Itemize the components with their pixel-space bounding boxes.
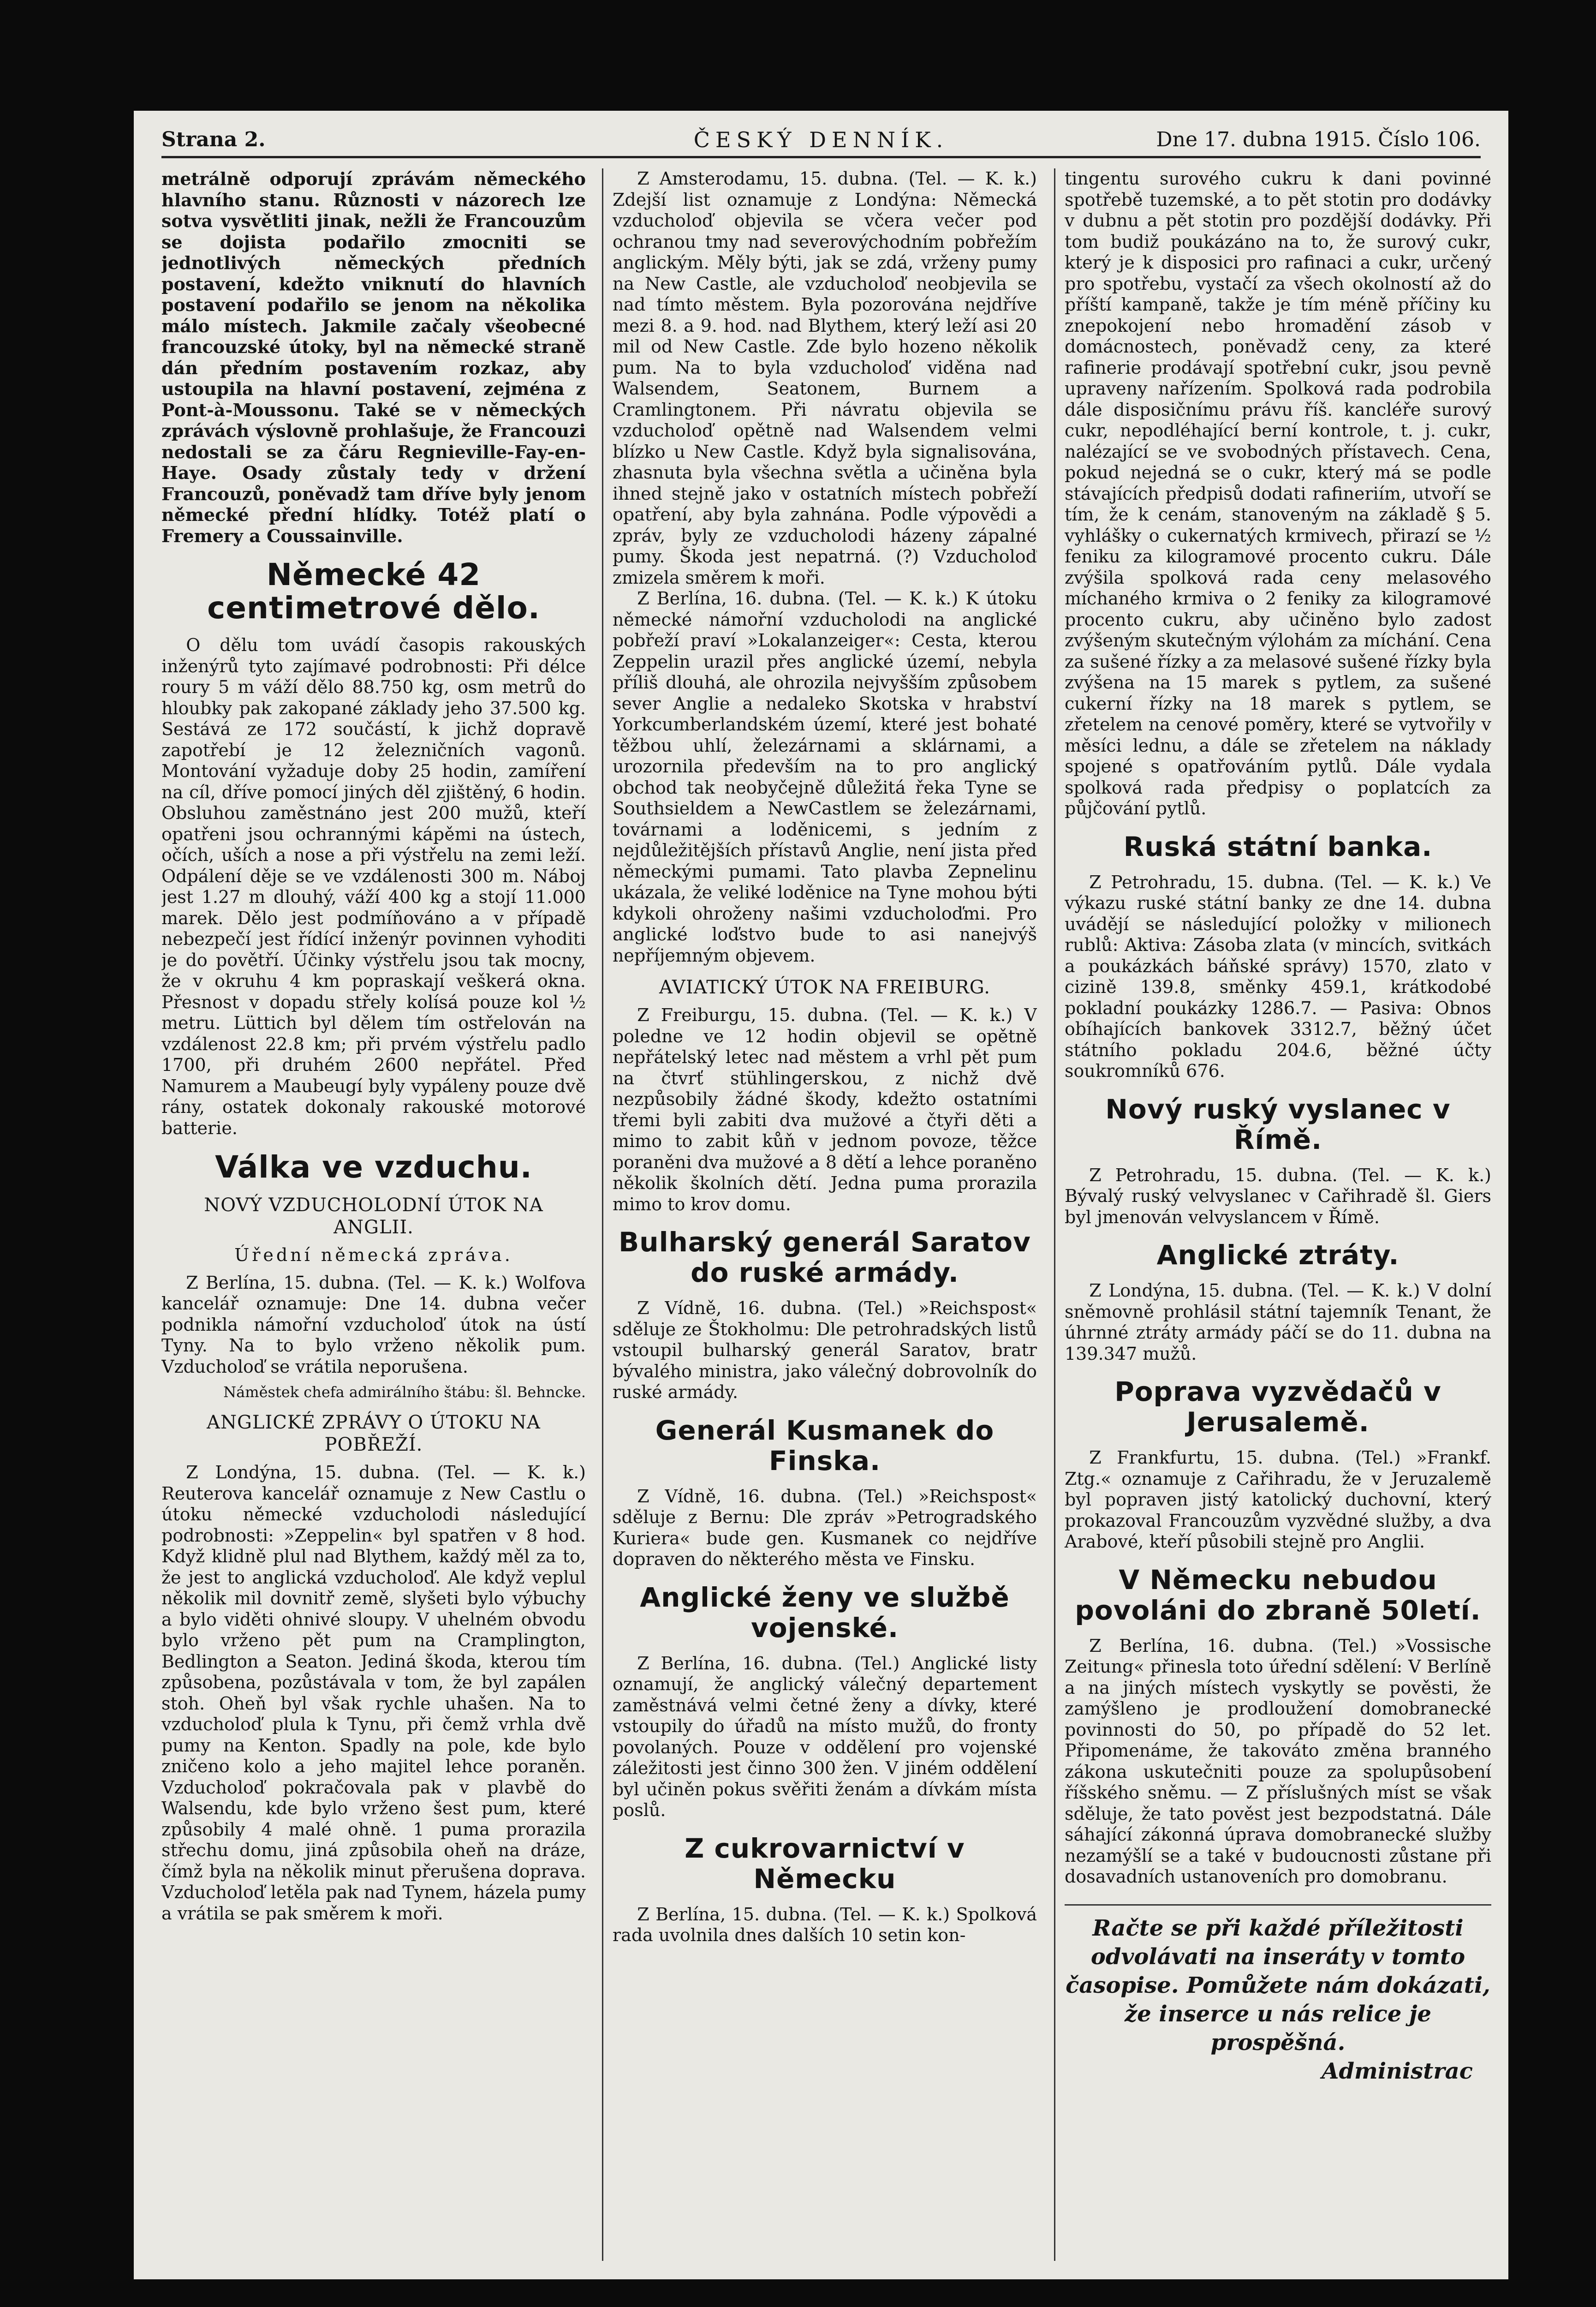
article-vienna-saratov: Z Vídně, 16. dubna. (Tel.) »Reichspost« sděluje ze Štokholmu: Dle petrohradských listů vstoupil bulharský generál Saratov, bratr bývalého ministra, jako válečný dobrovolník do ruské armády.: [613, 1298, 1037, 1402]
subheadline-new-airship-attack: NOVÝ VZDUCHOLODNÍ ÚTOK NA ANGLII.: [204, 1195, 543, 1238]
article-sugar-continuation: tingentu surového cukru k dani povinné spotřebě tuzemské, a to pět stotin pro dodávky v dubnu a pět stotin pro pozdější dodávky. Při tom budiž poukázáno na to, že surový cukr, který je k disposici pro rafinaci a cukr, určený pro spotřebu, vystačí za všech okolností až do příští kampaně, takže je tím méně příčiny ku znepokojení nebo hromadění zásob v domácnostech, poněvadž ceny, za které rafinerie prodávají spotřební cukr, jsou pevně upraveny nařízením. Spolková rada podrobila dále disposičnímu právu říš. kancléře surový cukr, nepodléhající berní kontrole, t. j. cukr, nalézající se ve svobodných přístavech. Cena, pokud nejedná se o cukr, který má se podle stávajících předpisů dodati rafineriím, utvoří se tím, že k cenám, stanoveným na základě § 5. vyhlášky o cukernatých krmivech, přirazí se ½ feniku za kilogramové procento cukru. Dále zvýšila spolková rada ceny melasového míchaného krmiva o 2 feniky za kilogramové procento cukru, aby učiněno bylo zadost zvýšeným skutečným výlohám za míchání. Cena za sušené řízky a za melasové sušené řízky byla zvýšena na 15 marek s pytlem, za sušené cukerní řízky na 18 marek s pytlem, se zřetelem na cenové poměry, které se vytvořily v měsíci lednu, a dále se zřetelem na náklady spojené s opatřováním pytlů. Dále vydala spolková rada předpisy o poplatcích za půjčování pytlů.: [1065, 168, 1491, 819]
headline-kusmanek: Generál Kusmanek do Finska.: [655, 1414, 995, 1476]
article-new-envoy: Z Petrohradu, 15. dubna. (Tel. — K. k.) Bývalý ruský velvyslanec v Cařihradě šl. Giers byl jmenován velvyslancem v Římě.: [1065, 1165, 1491, 1227]
article-russian-bank: Z Petrohradu, 15. dubna. (Tel. — K. k.) Ve výkazu ruské státní banky ze dne 14. dubna uvádějí se následující položky v milionech rublů: Aktiva: Zásoba zlata (v mincích, svitkách a poukázkách báňské správy) 1570, zlato v cizině 139.8, směnky 459.1, krátkodobé pokladní poukázky 1286.7. — Pasiva: Obnos obíhajících bankovek 3312.7, běžný účet státního pokladu 204.6, běžné účty soukromníků 676.: [1065, 872, 1491, 1081]
article-vienna-kusmanek: Z Vídně, 16. dubna. (Tel.) »Reichspost« sděluje z Bernu: Dle zpráv »Petrogradského Kuriera« bude gen. Kusmanek co nejdříve dopraven do některého města ve Finsku.: [613, 1486, 1037, 1569]
article-english-losses: Z Londýna, 15. dubna. (Tel. — K. k.) V dolní sněmovně prohlásil státní tajemník Tenant, že úhrnné ztráty armády páčí se do 11. dubna na 139.347 mužů.: [1065, 1280, 1491, 1364]
headline-bulgarian-general: Bulharský generál Saratov do ruské armády.: [619, 1226, 1031, 1288]
subheadline-english-reports: ANGLICKÉ ZPRÁVY O ÚTOKU NA POBŘEŽÍ.: [207, 1412, 541, 1455]
official-report-label: Úřední německá zpráva.: [234, 1245, 513, 1265]
newspaper-title: ČESKÝ DENNÍK.: [693, 127, 949, 152]
headline-english-women: Anglické ženy ve službě vojenské.: [640, 1581, 1010, 1644]
article-continuation: metrálně odporují zprávám německého hlavního stanu. Různosti v názorech lze sotva vysvětliti jinak, nežli že Francouzům se dojista podařilo zmocniti se jednotlivých německých předních postavení, kdežto vniknutí do hlavních postavení podařilo se jenom na několika málo místech. Jakmile začaly všeobecné francouzské útoky, byl na německé straně dán předním postavením rozkaz, aby ustoupila na hlavní postavení, zejména z Pont-à-Moussonu. Také se v německých zprávách výslovně prohlašuje, že Francouzi nedostali se za čáru Regnieville-Fay-en-Haye. Osady zůstaly tedy v držení Francouzů, poněvadž tam dříve byly jenom německé přední hlídky. Totéž platí o Fremery a Coussainville.: [161, 168, 586, 546]
signature-admiralty: Náměstek chefa admirálního štábu: šl. Behncke.: [223, 1383, 586, 1401]
article-freiburg: Z Freiburgu, 15. dubna. (Tel. — K. k.) V poledne ve 12 hodin objevil se opětně nepřátelský letec nad městem a vrhl pět pum na čtvrť stühlingerskou, z nichž dvě nezpůsobily žádné škody, kdežto ostatními třemi byli zabiti dva mužové a čtyři děti a mimo to zabit kůň v jednom povoze, těžce poraněni dva mužové a 8 dětí a lehce poraněno několik školních dětí. Jedna puma prorazila mimo to krov domu.: [613, 1005, 1037, 1214]
headline-russian-bank: Ruská státní banka.: [1123, 831, 1433, 862]
newspaper-page: [134, 111, 1508, 2279]
article-berlin-lokalanzeiger: Z Berlína, 16. dubna. (Tel. — K. k.) K útoku německé námořní vzducholodi na anglické pobřeží praví »Lokalanzeiger«: Cesta, kterou Zeppelin urazil přes anglické území, nebyla příliš dlouhá, ale ohrozila nejvyšším způsobem sever Anglie a nedaleko Skotska v hrabství Yorkcumberlandském území, které jest bohaté těžbou uhlí, železárnami a sklárnami, a urozornila především na to pro anglický obchod tak neobyčejně důležitá řeka Tyne se Southsieldem a NewCastlem se železárnami, továrnami a loděnicemi, s jedním z nejdůležitějších přístavů Anglie, není jista před německými pumami. Tato plavba Zepnelinu ukázala, že veliké loděnice na Tyne mohou býti kdykoli ohroženy našimi vzducholoďmi. Pro anglické loďstvo bude to asi nanejvýš nepříjemným objevem.: [613, 588, 1037, 966]
article-jerusalem: Z Frankfurtu, 15. dubna. (Tel.) »Frankf. Ztg.« oznamuje z Cařihradu, že v Jeruzalemě byl popraven jistý katolický duchovní, který prokazoval Francouzům vyzvědné služby, a dva Arabové, kteří působili stejně pro Anglii.: [1065, 1447, 1491, 1552]
issue-date: Dne 17. dubna 1915. Číslo 106.: [1156, 128, 1481, 151]
headline-air-war: Válka ve vzduchu.: [215, 1149, 532, 1185]
headline-english-losses: Anglické ztráty.: [1156, 1239, 1399, 1271]
article-sugar-start: Z Berlína, 15. dubna. (Tel. — K. k.) Spolková rada uvolnila dnes dalších 10 setin kon-: [613, 1904, 1037, 1945]
advertisement-notice: [1065, 1904, 1491, 2086]
article-berlin-women: Z Berlína, 16. dubna. (Tel.) Anglické listy oznamují, že anglický válečný departement zaměstnává velmi četné ženy a dívky, které vstoupily do úřadů na místo mužů, do fronty povolaných. Pouze v oddělení pro vojenské záležitosti jest činno 300 žen. V jiném oddělení byl učiněn pokus svěřiti ženám a dívkám místa poslů.: [613, 1653, 1037, 1820]
headline-jerusalem: Poprava vyzvědačů v Jerusalemě.: [1114, 1376, 1441, 1438]
article-london-reuter: Z Londýna, 15. dubna. (Tel. — K. k.) Reuterova kancelář oznamuje z New Castlu o útoku německé vzducholodi následující podrobnosti: »Zeppelin« byl spatřen v 8 hod. Když klidně plul nad Blythem, každý měl za to, že jest to anglická vzducholoď. Ale když veplul několik mil dovnitř země, slyšeti bylo výbuchy a bylo viděti ohnivé sloupy. V uhelném obvodu bylo vrženo pět pum na Cramplington, Bedlington a Seaton. Jediná škoda, kterou tím způsobena, pozůstávala v tom, že byl zapálen stoh. Oheň byl však rychle uhašen. Na to vzducholoď plula k Tynu, při čemž vrhla dvě pumy na Kenton. Spadly na pole, kde bylo zničeno kolo a jeho majitel lehce poraněn. Vzducholoď pokračovala pak v plavbě do Walsendu, kde bylo vrženo šest pum, které způsobily 4 malé ohně. 1 puma prorazila střechu domu, jiná způsobila oheň na dráze, čímž byla na několik minut přerušena doprava. Vzducholoď letěla pak nad Tynem, házela pumy a vrátila se pak směrem k moři.: [161, 1462, 586, 1924]
column-2: [602, 168, 1037, 2261]
headline-42cm-gun: Německé 42 centimetrové dělo.: [207, 557, 540, 626]
column-3: [1054, 168, 1491, 2261]
page-header: [161, 124, 1481, 158]
advertisement-text: Račte se při každé příležitosti odvolávati na inseráty v tomto časopise. Pomůžete nám dokázati, že inserce u nás relice je prospěšná.: [1066, 1915, 1490, 2056]
article-germany-50: Z Berlína, 16. dubna. (Tel.) »Vossische Zeitung« přinesla toto úřední sdělení: V Berlíně a na jiných místech vyskytly se pověsti, že zamýšleno je prodloužení domobranecké povinnosti do 50, po případě do 52 let. Připomenáme, že takováto změna branného zákona uskutečniti pouze za spolupůsobení říšského sněmu. — Z příslušných míst se však sděluje, že tato pověst jest bezpodstatná. Dále sáhající zákonná úprava domobranecké služby nezamýšlí se a také v budoucnosti zůstane při dosavadních ustanoveních pro domobranu.: [1065, 1635, 1491, 1887]
page-number: Strana 2.: [161, 128, 266, 151]
headline-germany-50: V Německu nebudou povoláni do zbraně 50letí.: [1075, 1564, 1481, 1626]
column-1: [161, 168, 586, 2261]
headline-sugar: Z cukrovarnictví v Německu: [685, 1832, 965, 1895]
headline-new-envoy: Nový ruský vyslanec v Římě.: [1105, 1093, 1451, 1155]
article-amsterdam: Z Amsterodamu, 15. dubna. (Tel. — K. k.) Zdejší list oznamuje z Londýna: Německá vzducholoď objevila se včera večer pod ochranou tmy nad severovýchodním pobřežím anglickým. Měly býti, jak se zdá, vrženy pumy na New Castle, ale vzducholoď neobjevila se nad tímto městem. Byla pozorována nejdříve mezi 8. a 9. hod. nad Blythem, který leží asi 20 mil od New Castle. Zde bylo hozeno několik pum. Na to byla vzducholoď viděna nad Walsendem, Seatonem, Burnem a Cramlingtonem. Při návratu objevila se vzducholoď opětně nad Walsendem velmi blízko u New Castle. Když byla signalisována, zhasnuta byla všechna světla a učiněna byla ihned stejně jako v ostatních místech pobřeží opatření, aby byla zahnána. Podle výpovědi a zpráv, byly ze vzducholodi házeny zápalné pumy. Škoda jest nepatrná. (?) Vzducholoď zmizela směrem k moři.: [613, 168, 1037, 588]
subheadline-freiburg-attack: AVIATICKÝ ÚTOK NA FREIBURG.: [659, 977, 990, 998]
article-42cm-gun: O dělu tom uvádí časopis rakouských inženýrů tyto zajímavé podrobnosti: Při délce roury 5 m váží dělo 88.750 kg, osm metrů do hloubky pak zakopané základy jeho 37.500 kg. Sestává ze 172 součástí, k jichž dopravě zapotřebí je 12 železničních vagonů. Montování vyžaduje doby 25 hodin, zamíření na cíl, dříve pomocí jiných děl zjištěný, 6 hodin. Obsluhou zaměstnáno jest 200 mužů, kteří opatřeni jsou ochrannými kápěmi na ústech, očích, uších a nose a při výstřelu na zemi leží. Odpálení děje se ve vzdálenosti 300 m. Náboj jest 1.27 m dlouhý, váží 400 kg a stojí 11.000 marek. Dělo jest podmíňováno a v případě nebezpečí jest řídící inženýr povinnen vyhoditi je do povětří. Účinky výstřelu jsou tak mocny, že v okruhu 4 km popraskají veškerá okna. Přesnost v dopadu střely kolísá pouze kol ½ metru. Lüttich byl dělem tím ostřelován na vzdálenost 22.8 km; při prvém výstřelu padlo 1700, při druhém 2600 nepřátel. Před Namurem a Maubeugí byly vypáleny pouze dvě rány, ostatek dokonaly rakouské motorové batterie.: [161, 635, 586, 1138]
article-berlin-wolff: Z Berlína, 15. dubna. (Tel. — K. k.) Wolfova kancelář oznamuje: Dne 14. dubna večer podnikla námořní vzducholoď útok na ústí Tyny. Na to bylo vrženo několik pum. Vzducholoď se vrátila neporušena.: [161, 1272, 586, 1377]
advertisement-signature: Administrac: [1322, 2058, 1473, 2084]
